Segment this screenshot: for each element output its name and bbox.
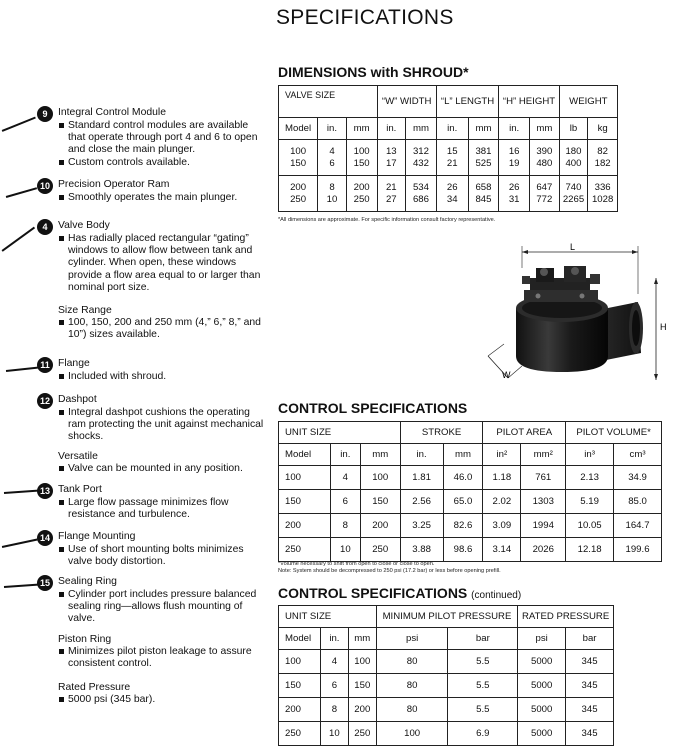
table-cell: 525	[475, 157, 492, 169]
table-cell: 5000	[518, 722, 566, 746]
table-cell: 199.6	[614, 538, 662, 562]
table-cell: 200	[353, 181, 370, 193]
table-cell: 250	[360, 538, 400, 562]
table-cell: 2026	[521, 538, 566, 562]
versatile-title: Versatile	[58, 451, 98, 462]
feature-bullets	[58, 120, 268, 169]
callout-number-badge: 14	[37, 530, 53, 546]
unit-size-header-2: UNIT SIZE	[279, 606, 377, 628]
table-cell: 312	[412, 145, 429, 157]
table-cell: 180	[565, 145, 582, 157]
column-subheader: in.	[436, 118, 468, 140]
rated-pressure-section	[58, 682, 268, 706]
table-cell: 3.88	[400, 538, 443, 562]
table-cell-pair	[318, 176, 347, 212]
table-cell: 26	[446, 181, 458, 193]
table-cell: 5.5	[448, 674, 518, 698]
w-width-header: “W” WIDTH	[377, 86, 436, 118]
callout-number-badge: 12	[37, 393, 53, 409]
control-spec-title: CONTROL SPECIFICATIONS	[278, 400, 468, 416]
callout-leader-line	[2, 539, 38, 548]
table-cell: 5000	[518, 650, 566, 674]
table-cell: 31	[508, 193, 520, 205]
dimensions-table	[278, 85, 618, 212]
unit-size-header: UNIT SIZE	[279, 422, 401, 444]
table-cell: 432	[412, 157, 429, 169]
table-cell-pair	[279, 176, 318, 212]
table-cell: 3.25	[400, 514, 443, 538]
table-cell: 3.14	[483, 538, 521, 562]
table-cell: 336	[594, 181, 611, 193]
table-cell-pair	[406, 140, 437, 176]
page-title: SPECIFICATIONS	[276, 6, 454, 29]
feature-bullet: Large flow passage minimizes flow resistance and turbulence.	[58, 497, 268, 521]
rated-pressure-bullet: 5000 psi (345 bar).	[58, 694, 268, 706]
feature-title: Valve Body	[58, 220, 110, 231]
table-cell: 2.56	[400, 490, 443, 514]
table-cell: 250	[348, 722, 376, 746]
l-dimension-label: L	[570, 242, 576, 252]
table-cell-pair	[346, 176, 377, 212]
valve-product-image	[478, 238, 668, 388]
valve-size-header: VALVE SIZE	[279, 86, 378, 118]
table-cell: 1303	[521, 490, 566, 514]
callout-leader-line	[2, 227, 35, 252]
table-cell: 12.18	[566, 538, 614, 562]
feature-title: Flange	[58, 358, 90, 369]
table-cell: 845	[475, 193, 492, 205]
rated-pressure-header: RATED PRESSURE	[518, 606, 614, 628]
feature-title: Precision Operator Ram	[58, 179, 170, 190]
table-cell: 686	[412, 193, 429, 205]
column-subheader: in²	[483, 444, 521, 466]
table-cell: 5000	[518, 674, 566, 698]
h-dimension-label: H	[660, 322, 667, 332]
column-subheader: bar	[566, 628, 614, 650]
table-cell: 1028	[591, 193, 614, 205]
stroke-header: STROKE	[400, 422, 483, 444]
column-subheader: mm	[530, 118, 560, 140]
column-subheader: mm	[360, 444, 400, 466]
table-cell-pair	[530, 140, 560, 176]
table-cell: 10	[330, 538, 360, 562]
column-subheader: in.	[318, 118, 347, 140]
table-cell-pair	[406, 176, 437, 212]
table-cell: 345	[566, 698, 614, 722]
column-subheader: in³	[566, 444, 614, 466]
dimensions-subheader-row	[279, 118, 618, 140]
control2-title-text: CONTROL SPECIFICATIONS	[278, 585, 468, 601]
table-cell: 150	[360, 490, 400, 514]
table-cell: 150	[279, 490, 331, 514]
h-height-header: “H” HEIGHT	[499, 86, 559, 118]
column-subheader: Model	[279, 628, 321, 650]
table-row	[279, 490, 662, 514]
feature-title: Sealing Ring	[58, 576, 117, 587]
dimensions-title: DIMENSIONS with SHROUD*	[278, 64, 469, 80]
table-row	[279, 722, 614, 746]
table-cell: 6	[320, 674, 348, 698]
callout-leader-line	[2, 117, 36, 132]
column-subheader: kg	[588, 118, 618, 140]
table-cell: 250	[290, 193, 307, 205]
feature-bullets	[58, 407, 268, 444]
callout-number-badge: 13	[37, 483, 53, 499]
table-cell: 16	[508, 145, 520, 157]
table-cell: 250	[279, 538, 331, 562]
table-cell: 10	[320, 722, 348, 746]
table-cell: 740	[565, 181, 582, 193]
callout-number-badge: 4	[37, 219, 53, 235]
callout-number-badge: 10	[37, 178, 53, 194]
column-subheader: cm³	[614, 444, 662, 466]
piston-ring-title: Piston Ring	[58, 634, 112, 645]
table-cell: 4	[329, 145, 335, 157]
feature-bullet: Cylinder port includes pressure balanced sealing ring—allows flush mounting of valve.	[58, 589, 268, 626]
table-cell: 1.81	[400, 466, 443, 490]
callout-number-badge: 15	[37, 575, 53, 591]
versatile-bullet: Valve can be mounted in any position.	[58, 463, 268, 475]
table-cell: 772	[536, 193, 553, 205]
table-cell: 100	[353, 145, 370, 157]
w-dimension-label: W	[502, 370, 511, 380]
column-subheader: Model	[279, 444, 331, 466]
table-cell: 27	[385, 193, 397, 205]
table-cell: 85.0	[614, 490, 662, 514]
table-cell-pair	[377, 140, 406, 176]
table-cell: 2265	[562, 193, 585, 205]
table-cell-pair	[530, 176, 560, 212]
table-cell: 6	[330, 490, 360, 514]
column-subheader: mm	[468, 118, 499, 140]
feature-bullets	[58, 371, 268, 383]
dimensions-group-row	[279, 140, 618, 176]
table-cell: 345	[566, 650, 614, 674]
column-subheader: mm	[348, 628, 376, 650]
table-cell: 34.9	[614, 466, 662, 490]
table-row	[279, 674, 614, 698]
feature-title: Flange Mounting	[58, 531, 136, 542]
control-spec-continued-title	[278, 585, 521, 601]
table-cell: 647	[536, 181, 553, 193]
dimensions-group-row	[279, 176, 618, 212]
control2-title-suffix: (continued)	[471, 590, 522, 601]
feature-bullet: Standard control modules are available that operate through port 4 and 6 to open and close the main plunger.	[58, 120, 268, 157]
control-note-1: *Volume necessary to shift from open to close or close to open.	[278, 561, 435, 567]
piston-ring-bullet: Minimizes pilot piston leakage to assure consistent control.	[58, 646, 268, 670]
table-cell: 200	[290, 181, 307, 193]
table-cell: 34	[446, 193, 458, 205]
feature-title: Dashpot	[58, 394, 97, 405]
pilot-area-header: PILOT AREA	[483, 422, 566, 444]
pilot-volume-header: PILOT VOLUME*	[566, 422, 662, 444]
feature-bullet: Has radially placed rectangular “gating” windows to allow flow between tank and cylinder. When open, these windows provide a flow area equal to or larger than nominal port size.	[58, 233, 268, 294]
control-subheader-row	[279, 444, 662, 466]
table-cell-pair	[588, 176, 618, 212]
table-cell: 250	[353, 193, 370, 205]
table-cell: 150	[290, 157, 307, 169]
piston-ring-section	[58, 634, 268, 671]
table-cell: 200	[348, 698, 376, 722]
table-cell: 1994	[521, 514, 566, 538]
table-cell: 534	[412, 181, 429, 193]
table-cell: 400	[565, 157, 582, 169]
table-cell: 100	[279, 466, 331, 490]
column-subheader: in.	[499, 118, 530, 140]
table-cell: 182	[594, 157, 611, 169]
table-row	[279, 698, 614, 722]
table-cell-pair	[436, 140, 468, 176]
column-subheader: in.	[400, 444, 443, 466]
feature-bullets	[58, 544, 268, 568]
versatile-section	[58, 451, 268, 475]
table-cell: 100	[348, 650, 376, 674]
table-cell: 5000	[518, 698, 566, 722]
table-cell: 761	[521, 466, 566, 490]
table-cell: 80	[376, 650, 448, 674]
table-row	[279, 466, 662, 490]
size-range-bullet: 100, 150, 200 and 250 mm (4,” 6,” 8,” and 10”) sizes available.	[58, 317, 268, 341]
table-cell-pair	[279, 140, 318, 176]
table-cell-pair	[346, 140, 377, 176]
table-cell: 5.19	[566, 490, 614, 514]
table-cell-pair	[499, 140, 530, 176]
table-cell: 21	[446, 157, 458, 169]
table-cell: 150	[348, 674, 376, 698]
table-cell: 200	[360, 514, 400, 538]
table-cell: 17	[385, 157, 397, 169]
table-cell: 5.5	[448, 650, 518, 674]
table-cell-pair	[499, 176, 530, 212]
table-cell: 2.02	[483, 490, 521, 514]
callout-leader-line	[6, 367, 38, 372]
feature-bullets	[58, 497, 268, 521]
column-subheader: psi	[376, 628, 448, 650]
table-cell: 100	[279, 650, 321, 674]
column-subheader: mm	[443, 444, 483, 466]
callout-leader-line	[6, 187, 37, 197]
table-cell: 82	[597, 145, 608, 157]
weight-header: WEIGHT	[559, 86, 617, 118]
table-cell: 10.05	[566, 514, 614, 538]
table-cell: 150	[279, 674, 321, 698]
callout-leader-line	[4, 490, 38, 494]
column-subheader: bar	[448, 628, 518, 650]
table-cell: 8	[329, 181, 335, 193]
table-cell: 4	[330, 466, 360, 490]
table-row	[279, 538, 662, 562]
table-row	[279, 650, 614, 674]
min-pilot-pressure-header: MINIMUM PILOT PRESSURE	[376, 606, 517, 628]
table-cell: 2.13	[566, 466, 614, 490]
table-cell: 6.9	[448, 722, 518, 746]
table-cell: 390	[536, 145, 553, 157]
callout-number-badge: 11	[37, 357, 53, 373]
feature-bullets	[58, 589, 268, 626]
feature-bullets	[58, 233, 268, 294]
table-row	[279, 514, 662, 538]
table-cell: 164.7	[614, 514, 662, 538]
column-subheader: mm²	[521, 444, 566, 466]
table-cell: 100	[360, 466, 400, 490]
column-subheader: psi	[518, 628, 566, 650]
table-cell: 345	[566, 674, 614, 698]
control-note-2: Note: System should be decompressed to 250 psi (17.2 bar) or less before opening prefill.	[278, 568, 501, 574]
table-cell-pair	[318, 140, 347, 176]
table-cell-pair	[377, 176, 406, 212]
table-cell: 5.5	[448, 698, 518, 722]
table-cell: 10	[326, 193, 338, 205]
table-cell: 100	[290, 145, 307, 157]
callout-leader-line	[4, 584, 38, 588]
table-cell: 200	[279, 698, 321, 722]
table-cell: 345	[566, 722, 614, 746]
table-cell: 26	[508, 181, 520, 193]
table-cell-pair	[436, 176, 468, 212]
table-cell: 46.0	[443, 466, 483, 490]
table-cell: 98.6	[443, 538, 483, 562]
table-cell: 80	[376, 698, 448, 722]
column-subheader: Model	[279, 118, 318, 140]
table-cell: 65.0	[443, 490, 483, 514]
column-subheader: mm	[346, 118, 377, 140]
l-length-header: “L” LENGTH	[436, 86, 499, 118]
rated-pressure-title: Rated Pressure	[58, 682, 131, 693]
table-cell: 1.18	[483, 466, 521, 490]
table-cell: 250	[279, 722, 321, 746]
control-spec-table	[278, 421, 662, 562]
table-cell: 6	[329, 157, 335, 169]
table-cell-pair	[559, 176, 588, 212]
table-cell-pair	[468, 140, 499, 176]
feature-bullet: Included with shroud.	[58, 371, 268, 383]
table-cell: 8	[320, 698, 348, 722]
callout-number-badge: 9	[37, 106, 53, 122]
table-cell: 21	[385, 181, 397, 193]
table-cell: 200	[279, 514, 331, 538]
table-cell: 80	[376, 674, 448, 698]
table-cell: 3.09	[483, 514, 521, 538]
feature-title: Tank Port	[58, 484, 102, 495]
column-subheader: in.	[320, 628, 348, 650]
table-cell: 4	[320, 650, 348, 674]
table-cell: 150	[353, 157, 370, 169]
feature-bullet: Integral dashpot cushions the operating ram protecting the unit against mechanical shocks.	[58, 407, 268, 444]
feature-bullet: Use of short mounting bolts minimizes valve body distortion.	[58, 544, 268, 568]
table-cell: 658	[475, 181, 492, 193]
size-range-section	[58, 305, 268, 342]
table-cell: 19	[508, 157, 520, 169]
table-cell: 100	[376, 722, 448, 746]
dimensions-note: *All dimensions are approximate. For specific information consult factory representative.	[278, 217, 496, 223]
control2-subheader-row	[279, 628, 614, 650]
table-cell-pair	[559, 140, 588, 176]
feature-title: Integral Control Module	[58, 107, 167, 118]
table-cell: 381	[475, 145, 492, 157]
table-cell: 15	[446, 145, 458, 157]
column-subheader: mm	[406, 118, 437, 140]
table-cell-pair	[588, 140, 618, 176]
feature-bullet: Custom controls available.	[58, 157, 268, 169]
table-cell-pair	[468, 176, 499, 212]
control-spec-continued-table	[278, 605, 614, 746]
column-subheader: in.	[330, 444, 360, 466]
table-cell: 13	[385, 145, 397, 157]
size-range-title: Size Range	[58, 305, 112, 316]
table-cell: 8	[330, 514, 360, 538]
feature-bullet: Smoothly operates the main plunger.	[58, 192, 268, 204]
column-subheader: in.	[377, 118, 406, 140]
table-cell: 480	[536, 157, 553, 169]
table-cell: 82.6	[443, 514, 483, 538]
column-subheader: lb	[559, 118, 588, 140]
feature-bullets	[58, 192, 268, 204]
